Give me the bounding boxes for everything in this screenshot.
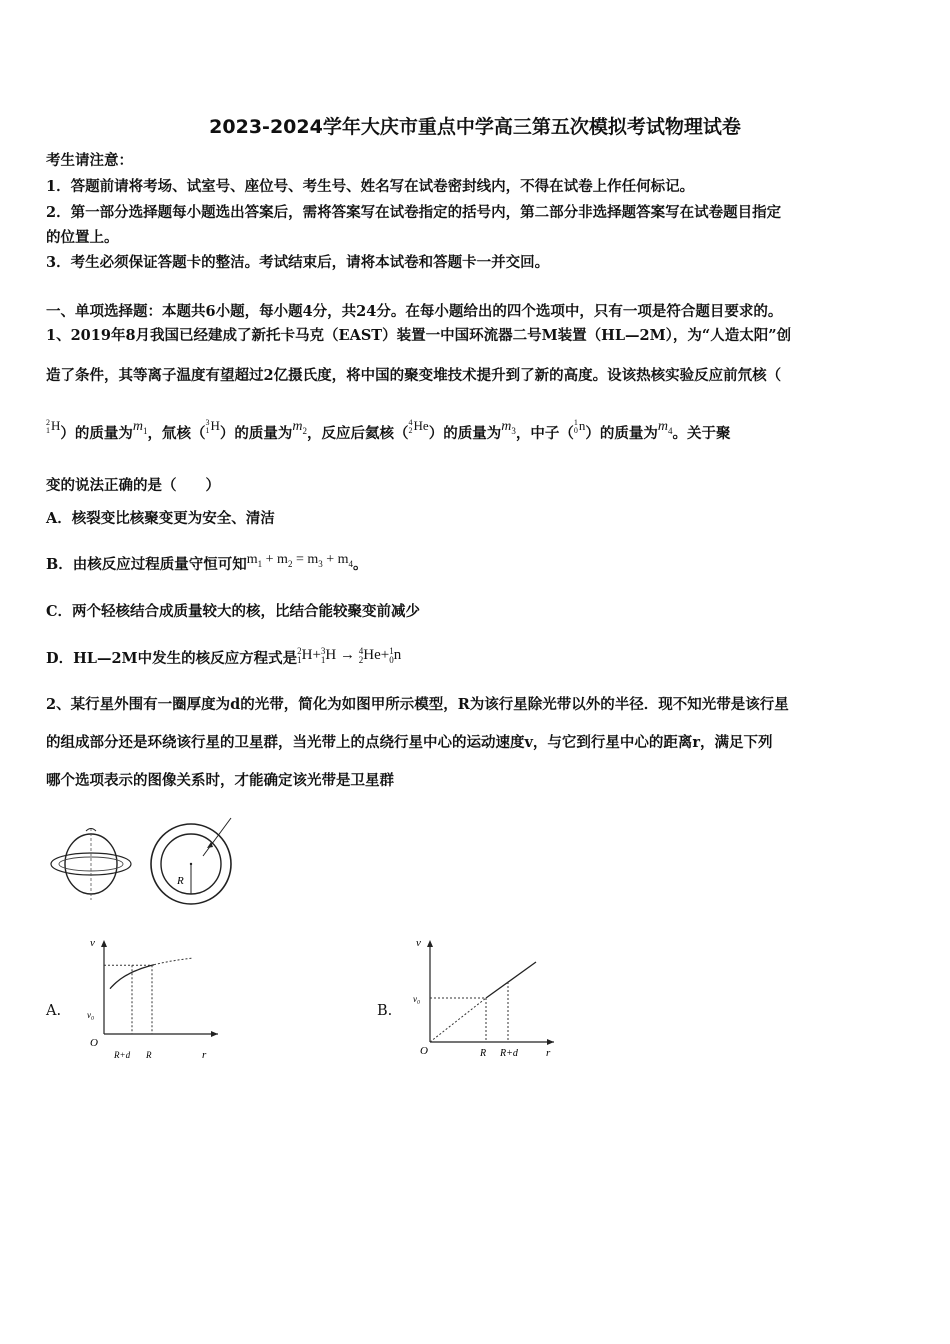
q1-option-c: C．两个轻核结合成质量较大的核，比结合能较聚变前减少 [46, 603, 421, 620]
graph-b-line-dashed [430, 998, 486, 1042]
reaction-equation: 2 1 H+ 3 1 H → 4 2 He+ 1 0 n [297, 645, 402, 665]
graph-a [84, 934, 224, 1066]
q1-line-4: 变的说法正确的是（ ） [46, 477, 220, 494]
graph-b-line-solid [486, 962, 536, 998]
mass-m3: $m_3$ [501, 419, 516, 436]
notice-item-2: 2．第一部分选择题每小题选出答案后，需将答案写在试卷指定的括号内，第二部分非选择题答案写在试卷题目指定 [46, 204, 782, 221]
mass-m4: $m_4$ [657, 419, 673, 436]
neutron-symbol: 1 0 n [573, 418, 586, 436]
q2-option-a-label: A. [46, 1003, 62, 1019]
q1-option-b: B．由核反应过程质量守恒可知$m_1 + m_2 = m_3 + m_4$。 [46, 552, 368, 573]
graph-b-x-tick-rd: R+d [500, 1048, 518, 1059]
notice-item-1: 1．答题前请将考场、试室号、座位号、考生号、姓名写在试卷密封线内，不得在试卷上作任何标记。 [46, 178, 695, 195]
tritium-symbol: 3 1 H [205, 418, 220, 436]
graph-a-x-tick-rd: R+d [114, 1050, 131, 1060]
q1-line-3: 2 1 H）的质量为$m_1$，氚核（ 3 1 H）的质量为$m_2$，反应后氦核（ 4 2 He）的质量为$m_3$，中子（ 1 0 n）的质量为$m_4$。关于聚 [46, 418, 731, 442]
mass-m2: $m_2$ [292, 419, 308, 436]
graph-b-ylabel: v [416, 937, 421, 949]
mass-m1: $m_1$ [132, 419, 148, 436]
graph-b-y-tick: v₀ [413, 994, 421, 1004]
graph-a-xlabel: r [202, 1049, 207, 1061]
q1-option-a: A．核裂变比核聚变更为安全、清洁 [46, 510, 275, 527]
graph-b-xlabel: r [546, 1047, 551, 1059]
graph-b-x-tick-r: R [480, 1048, 487, 1059]
notice-heading: 考生请注意： [46, 152, 133, 169]
section-heading: 一、单项选择题：本题共6小题，每小题4分，共24分。在每小题给出的四个选项中，只有一项是符合题目要求的。 [46, 303, 783, 320]
radius-label: R [177, 875, 184, 887]
graph-a-curve-dashed [154, 958, 192, 965]
q2-option-b-label: B. [377, 1003, 393, 1019]
graph-a-origin: O [90, 1037, 98, 1049]
planet-ring-figure [46, 824, 136, 900]
notice-item-2-cont: 的位置上。 [46, 229, 119, 246]
q1-line-2: 造了条件，其等离子温度有望超过2亿摄氏度，将中国的聚变堆技术提升到了新的高度。设该热核实验反应前氘核（ [46, 367, 782, 384]
graph-a-curve-solid [110, 965, 154, 989]
graph-a-ylabel: v [90, 937, 95, 949]
q2-line-3: 哪个选项表示的图像关系时，才能确定该光带是卫星群 [46, 772, 394, 789]
ring-crosssection-figure [147, 816, 239, 908]
notice-item-3: 3．考生必须保证答题卡的整洁。考试结束后，请将本试卷和答题卡一并交回。 [46, 254, 550, 271]
q1-line-1: 1、2019年8月我国已经建成了新托卡马克（EAST）装置一中国环流器二号M装置（HL—2M），为“人造太阳”创 [46, 327, 792, 344]
graph-a-y-tick: v₀ [87, 1010, 95, 1020]
q1-option-d: D．HL—2M中发生的核反应方程式是 2 1 H+ 3 1 H → 4 2 He+ 1 0 n [46, 645, 402, 667]
mass-equation: $m_1 + m_2 = m_3 + m_4$ [246, 552, 354, 569]
deuterium-symbol: 2 1 H [46, 418, 61, 436]
page-title: 2023-2024学年大庆市重点中学高三第五次模拟考试物理试卷 [209, 116, 741, 138]
q2-line-1: 2、某行星外围有一圈厚度为d的光带，简化为如图甲所示模型，R为该行星除光带以外的半径．现不知光带是该行星 [46, 696, 789, 713]
graph-b [410, 934, 560, 1066]
graph-a-x-tick-r: R [146, 1050, 152, 1060]
graph-b-origin: O [420, 1045, 428, 1057]
helium-symbol: 4 2 He [408, 418, 429, 436]
q2-line-2: 的组成部分还是环绕该行星的卫星群，当光带上的点绕行星中心的运动速度v，与它到行星中心的距离r，满足下列 [46, 734, 773, 751]
